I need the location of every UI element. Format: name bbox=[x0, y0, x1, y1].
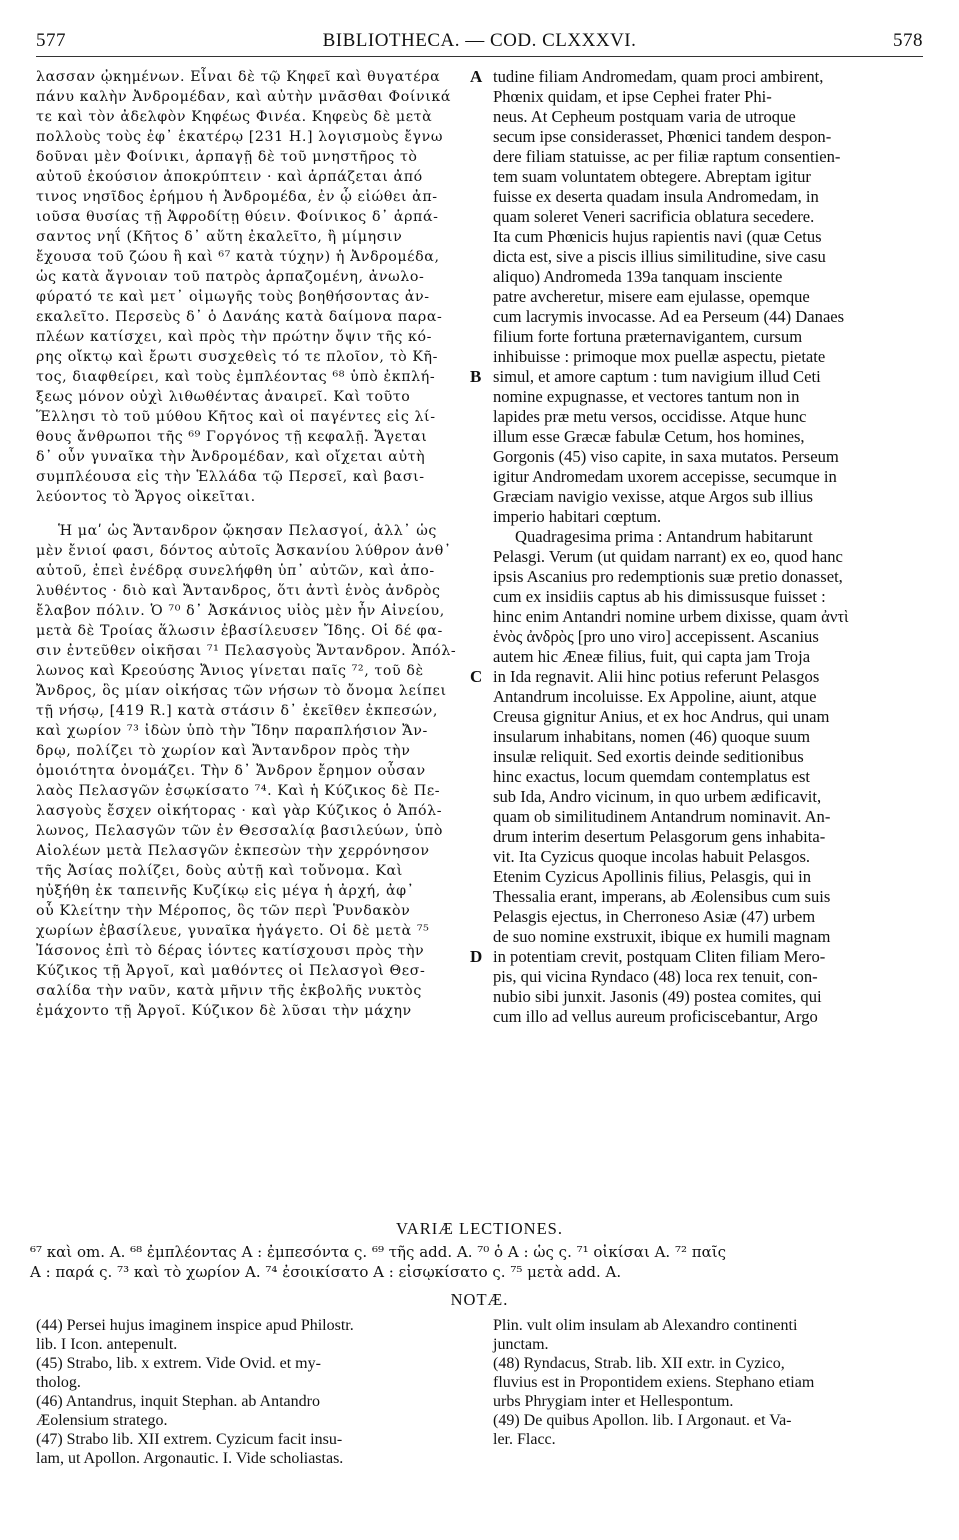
latin-text-line: Græciam navigio vexisse, atque Argos sub illius bbox=[493, 487, 814, 506]
latin-text-line: hinc exactus, locum quemdam contemplatus est bbox=[493, 767, 811, 786]
latin-text-line: hinc enim Antandri nomine urbem dixisse, quam ἀντὶ bbox=[493, 607, 849, 626]
greek-text-line: ὁμοιότητα ὀνομάζει. Τὴν δ᾽ Ἄνδρον ἔρημον οὖσαν bbox=[36, 763, 426, 779]
header-rule bbox=[36, 56, 923, 57]
running-header bbox=[36, 30, 923, 60]
latin-text-line: dere filiam statuisse, ac per filiæ raptum consentien- bbox=[493, 147, 841, 166]
greek-text-line: Ἕλλησι τὸ τοῦ μύθου Κῆτος καὶ οἱ παγέντες εἰς λί- bbox=[36, 409, 436, 425]
latin-text-line: neus. At Cepheum postquam varia de utroque bbox=[493, 107, 796, 126]
note-line: ler. Flacc. bbox=[493, 1431, 556, 1448]
latin-text-line: cum lacrymis invocasse. Ad ea Perseum (44) Danaes bbox=[493, 307, 845, 326]
note-line: Plin. vult olim insulam ab Alexandro continenti bbox=[493, 1317, 798, 1334]
greek-text-line: οὗ Κλείτην τὴν Μέροπος, ὃς τῶν περὶ Ῥυνδακὸν bbox=[36, 903, 411, 919]
note-line: (46) Antandrus, inquit Stephan. ab Antandro bbox=[36, 1393, 320, 1410]
greek-text-line: χωρίων ἐβασίλευε, γυναῖκα ἠγάγετο. Οἱ δὲ μετὰ ⁷⁵ bbox=[36, 923, 430, 939]
greek-text-line: θους ἄνθρωποι τῆς ⁶⁹ Γοργόνος τῇ κεφαλῇ. Ἄγεται bbox=[36, 429, 428, 445]
greek-text-line: πλέων κατίσχει, καὶ πρὸς τὴν πρώτην ὄψιν τῆς κό- bbox=[36, 329, 432, 345]
greek-text-line: λασσαν ᾠκημένων. Εἶναι δὲ τῷ Κηφεῖ καὶ θυγατέρα bbox=[36, 69, 441, 85]
latin-text-line: illum esse Græcæ fabulæ Cetum, hos homines, bbox=[493, 427, 805, 446]
note-line: (47) Strabo lib. XII extrem. Cyzicum facit insu- bbox=[36, 1431, 343, 1448]
greek-text-line: δρῳ, πολίζει τὸ χωρίον καὶ Ἄντανδρον πρὸς τὴν bbox=[36, 743, 411, 759]
latin-text-line: ἑνὸς ἀνδρὸς [pro uno viro] accepissent. Ascanius bbox=[493, 627, 819, 646]
greek-text-line: τε καὶ τὸν ἀδελφὸν Κηφέως Φινέα. Κηφεὺς δὲ μετὰ bbox=[36, 109, 433, 125]
latin-text-line: nubio sibi junxit. Jasonis (49) postea comites, qui bbox=[493, 987, 822, 1006]
greek-text-line: ἐμάχοντο τῇ Ἀργοῖ. Κύζικον δὲ λῦσαι τὴν μάχην bbox=[36, 1003, 412, 1019]
latin-text-line: patre avcheretur, misere eam ejulasse, opemque bbox=[493, 287, 810, 306]
section-marker: B bbox=[470, 367, 482, 386]
variant-reading-line: ⁶⁷ καὶ om. A. ⁶⁸ ἐμπλέοντας A : ἐμπεσόντα ς. ⁶⁹ τῆς add. A. ⁷⁰ ὁ A : ὡς ς. ⁷¹ οἰκίσαι A. ⁷² παῖς bbox=[30, 1243, 727, 1261]
notes-left-column bbox=[36, 1316, 466, 1468]
greek-text-line: λαὸς Πελασγῶν ἐσῳκίσατο ⁷⁴. Καὶ ἡ Κύζικος δὲ Πε- bbox=[36, 783, 441, 799]
greek-text-line: λεύοντος τὸ Ἄργος οἰκεῖται. bbox=[36, 489, 256, 505]
latin-text-line: inhibuisse : primoque mox puellæ aspectu, pietate bbox=[493, 347, 826, 366]
greek-text-line: λωνος, Πελασγῶν τῶν ἐν Θεσσαλίᾳ βασιλεύων, ὑπὸ bbox=[36, 823, 444, 839]
latin-text-line: igitur Andromedam uxorem accepisse, secumque in bbox=[493, 467, 837, 486]
greek-text-line: ιοῦσα θυσίας τῇ Ἀφροδίτῃ θύειν. Φοίνικος δ᾽ ἁρπά- bbox=[36, 209, 439, 225]
note-line: (48) Ryndacus, Strab. lib. XII extr. in Cyzico, bbox=[493, 1355, 785, 1372]
latin-text-line: Pelasgi. Verum (ut quidam narrant) ex eo, quod hanc bbox=[493, 547, 843, 566]
greek-text-line: σιν ἐντεῦθεν οἰκῆσαι ⁷¹ Πελασγοὺς Ἄντανδρον. Ἀπόλ- bbox=[36, 643, 457, 659]
latin-text-line: secum ipse considerasset, Phœnici tandem despon- bbox=[493, 127, 832, 146]
latin-text-line: insulæ reliquit. Sed exortis deinde seditionibus bbox=[493, 747, 804, 766]
latin-text-line: lapides præ metu versos, occidisse. Atque hunc bbox=[493, 407, 807, 426]
note-line: fluvius est in Propontidem exiens. Stephano etiam bbox=[493, 1374, 815, 1391]
greek-text-line: ρης οἴκτῳ καὶ ἔρωτι συσχεθεὶς τό τε πλοῖον, τὸ Κῆ- bbox=[36, 349, 439, 365]
latin-text-line: de suo nomine exstruxit, ibique ex humili magnam bbox=[493, 927, 831, 946]
greek-text-line: τῇ νήσῳ, [419 R.] κατὰ στάσιν δ᾽ ἐκεῖθεν ἐκπεσών, bbox=[36, 703, 439, 719]
greek-text-line: Ἰάσονος ἐπὶ τὸ δέρας ἰόντες κατίσχουσι πρὸς τὴν bbox=[36, 943, 425, 959]
latin-text-line: pis, qui vicina Ryndaco (48) loca rex tenuit, con- bbox=[493, 967, 818, 986]
note-line: lib. I Icon. antepenult. bbox=[36, 1336, 178, 1353]
latin-text-line: Thessalia erant, imperans, ab Æolensibus cum suis bbox=[493, 887, 831, 906]
latin-text-line: sub Ida, Andro vicinum, in quo urbem ædificavit, bbox=[493, 787, 822, 806]
latin-text-line: vit. Ita Cyzicus quoque incolas habuit Pelasgos. bbox=[493, 847, 811, 866]
latin-text-line: dicta est, sive a piscis illius similitudine, sive casu bbox=[493, 247, 826, 266]
variant-reading-line: A : παρά ς. ⁷³ καὶ τὸ χωρίον A. ⁷⁴ ἐσοικίσατο A : εἰσῳκίσατο ς. ⁷⁵ μετὰ add. A. bbox=[30, 1263, 622, 1281]
greek-text-line: ξεως μόνον οὐχὶ λιθωθέντας ἀναιρεῖ. Καὶ τοῦτο bbox=[36, 389, 411, 405]
latin-text-line: imperio habitari cœptum. bbox=[493, 507, 662, 526]
latin-text-line: Creusa gignitur Anius, et ex hoc Andrus, qui unam bbox=[493, 707, 830, 726]
greek-text-line: καὶ χωρίον ⁷³ ἰδὼν ὑπὸ τὴν Ἴδην παραπλήσιον Ἄν- bbox=[36, 723, 428, 739]
latin-text-line: cum ex insidiis captus ab his dimissusque fuisset : bbox=[493, 587, 826, 606]
latin-text-line: quam soleret Veneri sacrificia oblatura secedere. bbox=[493, 207, 815, 226]
variae-lectiones bbox=[30, 1242, 930, 1282]
page-number-left: 577 bbox=[36, 30, 66, 51]
latin-text-line: aliquo) Andromeda 139a tanquam insciente bbox=[493, 267, 783, 286]
greek-text-line: Αἰολέων μετὰ Πελασγῶν ἐκπεσὼν τὴν χερρόνησον bbox=[36, 843, 430, 859]
latin-text-line: Phœnix quidam, et ipse Cephei frater Phi- bbox=[493, 87, 772, 106]
greek-text-line: Κύζικος τῇ Ἀργοῖ, καὶ μαθόντες οἱ Πελασγοὶ Θεσ- bbox=[36, 963, 426, 979]
notes-title: NOTÆ. bbox=[450, 1290, 509, 1309]
greek-text-line: φύρατό τε καὶ μετ᾽ οἰμωγῆς τοὺς βοηθήσοντας ἀν- bbox=[36, 289, 430, 305]
greek-text-line: τινος νησῖδος ἐρήμου ἡ Ἀνδρομέδα, ἐν ᾧ εἰώθει ἀπ- bbox=[36, 189, 438, 205]
latin-text-line: drum interim desertum Pelasgorum gens inhabita- bbox=[493, 827, 826, 846]
running-title: BIBLIOTHECA. — COD. CLXXXVI. bbox=[322, 30, 637, 51]
section-marker: A bbox=[470, 67, 483, 86]
greek-text-line: δοῦναι μὲν Φοίνικι, ἁρπαγῇ δὲ τοῦ μνηστῆρος τὸ bbox=[36, 149, 418, 165]
note-line: lam, ut Apollon. Argonautic. I. Vide scholiastas. bbox=[36, 1450, 344, 1467]
greek-text-line: λασγοὺς ἔσχεν οἰκήτορας · καὶ γὰρ Κύζικος ὁ Ἀπόλ- bbox=[36, 803, 443, 819]
greek-text-line: σαλίδα τὴν ναῦν, κατὰ μῆνιν τῆς ἐκβολῆς νυκτὸς bbox=[36, 983, 422, 999]
note-line: junctam. bbox=[493, 1336, 549, 1353]
greek-text-line: δ᾽ οὖν γυναῖκα τὴν Ἀνδρομέδαν, καὶ οἴχεται αὐτὴ bbox=[36, 449, 426, 465]
latin-text-line: filium forte fortuna præternavigantem, cursum bbox=[493, 327, 803, 346]
latin-text-line: in Ida regnavit. Alii hinc potius referunt Pelasgos bbox=[493, 667, 820, 686]
greek-text-line: τος, διαφθείρει, καὶ τοὺς ἐμπλέοντας ⁶⁸ ὑπὸ ἐκπλή- bbox=[36, 369, 436, 385]
note-line: tholog. bbox=[36, 1374, 81, 1391]
notes-right-column bbox=[493, 1316, 923, 1449]
latin-text-line: cum illo ad vellus aureum proficiscebantur, Argo bbox=[493, 1007, 818, 1026]
latin-text-line: Antandrum incoluisse. Ex Appoline, aiunt, atque bbox=[493, 687, 817, 706]
greek-text-line: μετὰ δὲ Τροίας ἅλωσιν ἐβασίλευσεν Ἴδης. Οἱ δέ φα- bbox=[36, 623, 443, 639]
greek-text-line: Ἡ μαʹ ὡς Ἄντανδρον ᾤκησαν Πελασγοί, ἀλλ᾽ ὡς bbox=[58, 523, 437, 539]
greek-text-line: εκαλεῖτο. Περσεὺς δ᾽ ὁ Δανάης κατὰ δαίμονα παρα- bbox=[36, 309, 443, 325]
greek-column bbox=[36, 67, 468, 1021]
greek-text-line: σαντος νηΐ (Κῆτος δ᾽ αὕτη ἐκαλεῖτο, ἢ μίμησιν bbox=[36, 229, 403, 245]
latin-text-line: fuisse ex deserta quadam insula Andromedam, in bbox=[493, 187, 819, 206]
greek-text-line: ηὐξήθη ἐκ ταπεινῆς Κυζίκῳ εἰς μέγα ἡ ἀρχή, ἀφ᾽ bbox=[36, 883, 415, 899]
greek-text-line: ὡς κατὰ ἄγνοιαν τοῦ πατρὸς ἁρπαζομένη, ἀνωλο- bbox=[36, 269, 425, 285]
greek-text-line: αὑτοῦ, ἐπεὶ ἐνέδρᾳ συνελήφθη ὑπ᾽ αὐτῶν, καὶ ἀπο- bbox=[36, 563, 435, 579]
greek-text-line: λυθέντος · διὸ καὶ Ἄντανδρος, ὅτι ἀντὶ ἑνὸς ἀνδρὸς bbox=[36, 583, 441, 599]
latin-text-line: Quadragesima prima : Antandrum habitarunt bbox=[515, 527, 813, 546]
latin-column bbox=[493, 67, 923, 1027]
latin-text-line: quam ob similitudinem Antandrum nominavit. An- bbox=[493, 807, 831, 826]
page-number-right: 578 bbox=[893, 30, 923, 51]
latin-text-line: Pelasgis ejectus, in Cherroneso Asiæ (47) urbem bbox=[493, 907, 816, 926]
latin-text-line: autem hic Æneæ filius, fuit, qui capta jam Troja bbox=[493, 647, 811, 666]
greek-text-line: πολλοὺς τοὺς ἐφ᾽ ἑκατέρῳ [231 Η.] λογισμοὺς ἔγνω bbox=[36, 129, 444, 145]
latin-text-line: Ita cum Phœnicis hujus rapientis navi (quæ Cetus bbox=[493, 227, 822, 246]
greek-text-line: ἔχουσα τοῦ ζώου ἢ καὶ ⁶⁷ κατὰ τύχην) ἡ Ἀνδρομέδα, bbox=[36, 249, 440, 265]
latin-text-line: Etenim Cyzicus Apollinis filius, Pelasgis, qui in bbox=[493, 867, 812, 886]
greek-text-line: Ἄνδρος, ὃς μίαν οἰκήσας τῶν νήσων τὸ ὄνομα λείπει bbox=[36, 683, 447, 699]
variae-lectiones-title: VARIÆ LECTIONES. bbox=[396, 1219, 563, 1238]
section-marker: C bbox=[470, 667, 483, 686]
section-marker: D bbox=[470, 947, 483, 966]
latin-text-line: tudine filiam Andromedam, quam proci ambirent, bbox=[493, 67, 824, 86]
latin-text-line: simul, et amore captum : tum navigium illud Ceti bbox=[493, 367, 821, 386]
greek-text-line: τῆς Ἀσίας πολίζει, δοὺς αὐτῇ καὶ τοὔνομα. Καὶ bbox=[36, 863, 403, 879]
note-line: (49) De quibus Apollon. lib. I Argonaut. et Va- bbox=[493, 1412, 792, 1429]
latin-text-line: nomine expugnasse, et vectores tantum non in bbox=[493, 387, 800, 406]
latin-text-line: tem suam voluntatem obtegere. Abreptam igitur bbox=[493, 167, 811, 186]
note-line: urbs Phrygiam inter et Hellespontum. bbox=[493, 1393, 734, 1410]
greek-text-line: ἔλαβον πόλιν. Ὁ ⁷⁰ δ᾽ Ἀσκάνιος υἱὸς μὲν ἦν Αἰνείου, bbox=[36, 603, 445, 619]
greek-text-line: μὲν ἔνιοί φασι, δόντος αὐτοῖς Ἀσκανίου λύθρον ἀνθ᾽ bbox=[36, 543, 452, 559]
greek-text-line: αὐτοῦ ἑκούσιον ἀποκρύπτειν · καὶ ἁρπάζεται ἀπό bbox=[36, 169, 423, 185]
latin-text-line: insularum inhabitans, nomen (46) quoque suum bbox=[493, 727, 811, 746]
latin-text-line: ipsis Ascanius pro redemptionis suæ pretio donasset, bbox=[493, 567, 843, 586]
greek-text-line: λωνος καὶ Κρεούσης Ἄνιος γίνεται παῖς ⁷², τοῦ δὲ bbox=[36, 663, 424, 679]
greek-text-line bbox=[36, 507, 468, 521]
note-line: Æolensium stratego. bbox=[36, 1412, 168, 1429]
note-line: (45) Strabo, lib. x extrem. Vide Ovid. et my- bbox=[36, 1355, 321, 1372]
greek-text-line: συμπλέουσα εἰς τὴν Ἑλλάδα τῷ Περσεῖ, καὶ βασι- bbox=[36, 469, 425, 485]
note-line: (44) Persei hujus imaginem inspice apud Philostr. bbox=[36, 1317, 354, 1334]
latin-text-line: Gorgonis (45) viso capite, in saxa mutatos. Perseum bbox=[493, 447, 839, 466]
latin-text-line: in potentiam crevit, postquam Cliten filiam Mero- bbox=[493, 947, 826, 966]
greek-text-line: πάνυ καλὴν Ἀνδρομέδαν, καὶ αὐτὴν μνᾶσθαι Φοίνικά bbox=[36, 89, 452, 105]
